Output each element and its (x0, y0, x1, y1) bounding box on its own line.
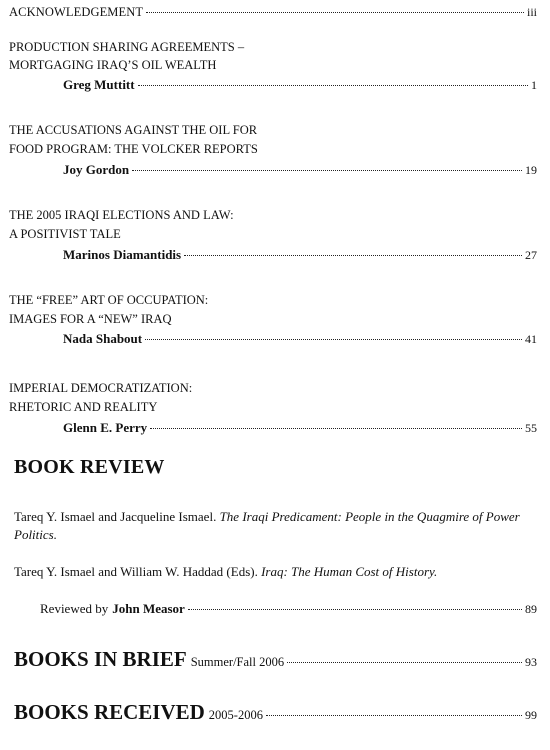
toc-entry-title: ACKNOWLEDGEMENT (9, 5, 144, 19)
article-author-row (63, 420, 537, 436)
dot-leader (145, 339, 522, 340)
article-author-row (63, 77, 537, 93)
toc-entry-books-in-brief (14, 647, 537, 672)
article-author-row (63, 162, 537, 178)
article-title-line: FOOD PROGRAM: THE VOLCKER REPORTS (9, 142, 258, 156)
section-heading-books-received: BOOKS RECEIVED (14, 700, 205, 724)
article-author: Joy Gordon (63, 162, 130, 177)
article-title-line: IMAGES FOR A “NEW” IRAQ (9, 312, 172, 326)
article-title-line: A POSITIVIST TALE (9, 227, 121, 241)
dot-leader (184, 255, 522, 256)
review-book-title: The Iraqi Predicament: People in the Quagmire of Power Politics. (14, 509, 520, 542)
article-author: Glenn E. Perry (63, 420, 148, 435)
page-number: 55 (525, 421, 537, 435)
review-entry (14, 563, 524, 581)
dot-leader (188, 609, 522, 610)
page-number: 93 (525, 655, 537, 669)
toc-entry-books-received (14, 700, 537, 725)
review-entry (14, 508, 524, 544)
dot-leader (150, 428, 522, 429)
article-title-line: IMPERIAL DEMOCRATIZATION: (9, 381, 193, 395)
article-title-line: RHETORIC AND REALITY (9, 400, 158, 414)
review-authors: Tareq Y. Ismael and Jacqueline Ismael. (14, 509, 217, 524)
article-author: Marinos Diamantidis (63, 247, 182, 262)
article-author: Nada Shabout (63, 331, 143, 346)
article-title-line: MORTGAGING IRAQ’S OIL WEALTH (9, 58, 217, 72)
section-subtitle: 2005-2006 (208, 708, 263, 722)
article-title-line: THE ACCUSATIONS AGAINST THE OIL FOR (9, 123, 258, 137)
article-author-row (63, 331, 537, 347)
section-heading-book-review: BOOK REVIEW (14, 456, 165, 478)
section-heading-books-in-brief: BOOKS IN BRIEF (14, 647, 187, 671)
dot-leader (146, 12, 524, 13)
reviewed-by-label: Reviewed by (40, 601, 109, 616)
page-number: 99 (525, 708, 537, 722)
article-title-line: THE “FREE” ART OF OCCUPATION: (9, 293, 209, 307)
page-number: 89 (525, 602, 537, 616)
article-author-row (63, 247, 537, 263)
page-number: 1 (531, 78, 537, 92)
article-title-line: THE 2005 IRAQI ELECTIONS AND LAW: (9, 208, 234, 222)
article-title-line: PRODUCTION SHARING AGREEMENTS – (9, 40, 245, 54)
page-number: 27 (525, 248, 537, 262)
review-byline-row (40, 601, 537, 617)
dot-leader (132, 170, 522, 171)
dot-leader (287, 662, 522, 663)
reviewer-name: John Measor (112, 601, 185, 616)
dot-leader (266, 715, 522, 716)
page-number: iii (526, 5, 537, 19)
page-number: 19 (525, 163, 537, 177)
section-subtitle: Summer/Fall 2006 (190, 655, 285, 669)
review-authors: Tareq Y. Ismael and William W. Haddad (Eds). (14, 564, 258, 579)
review-book-title: Iraq: The Human Cost of History. (261, 564, 438, 579)
toc-entry-acknowledgement (9, 5, 537, 20)
article-author: Greg Muttitt (63, 77, 135, 92)
dot-leader (138, 85, 528, 86)
page-number: 41 (525, 332, 537, 346)
